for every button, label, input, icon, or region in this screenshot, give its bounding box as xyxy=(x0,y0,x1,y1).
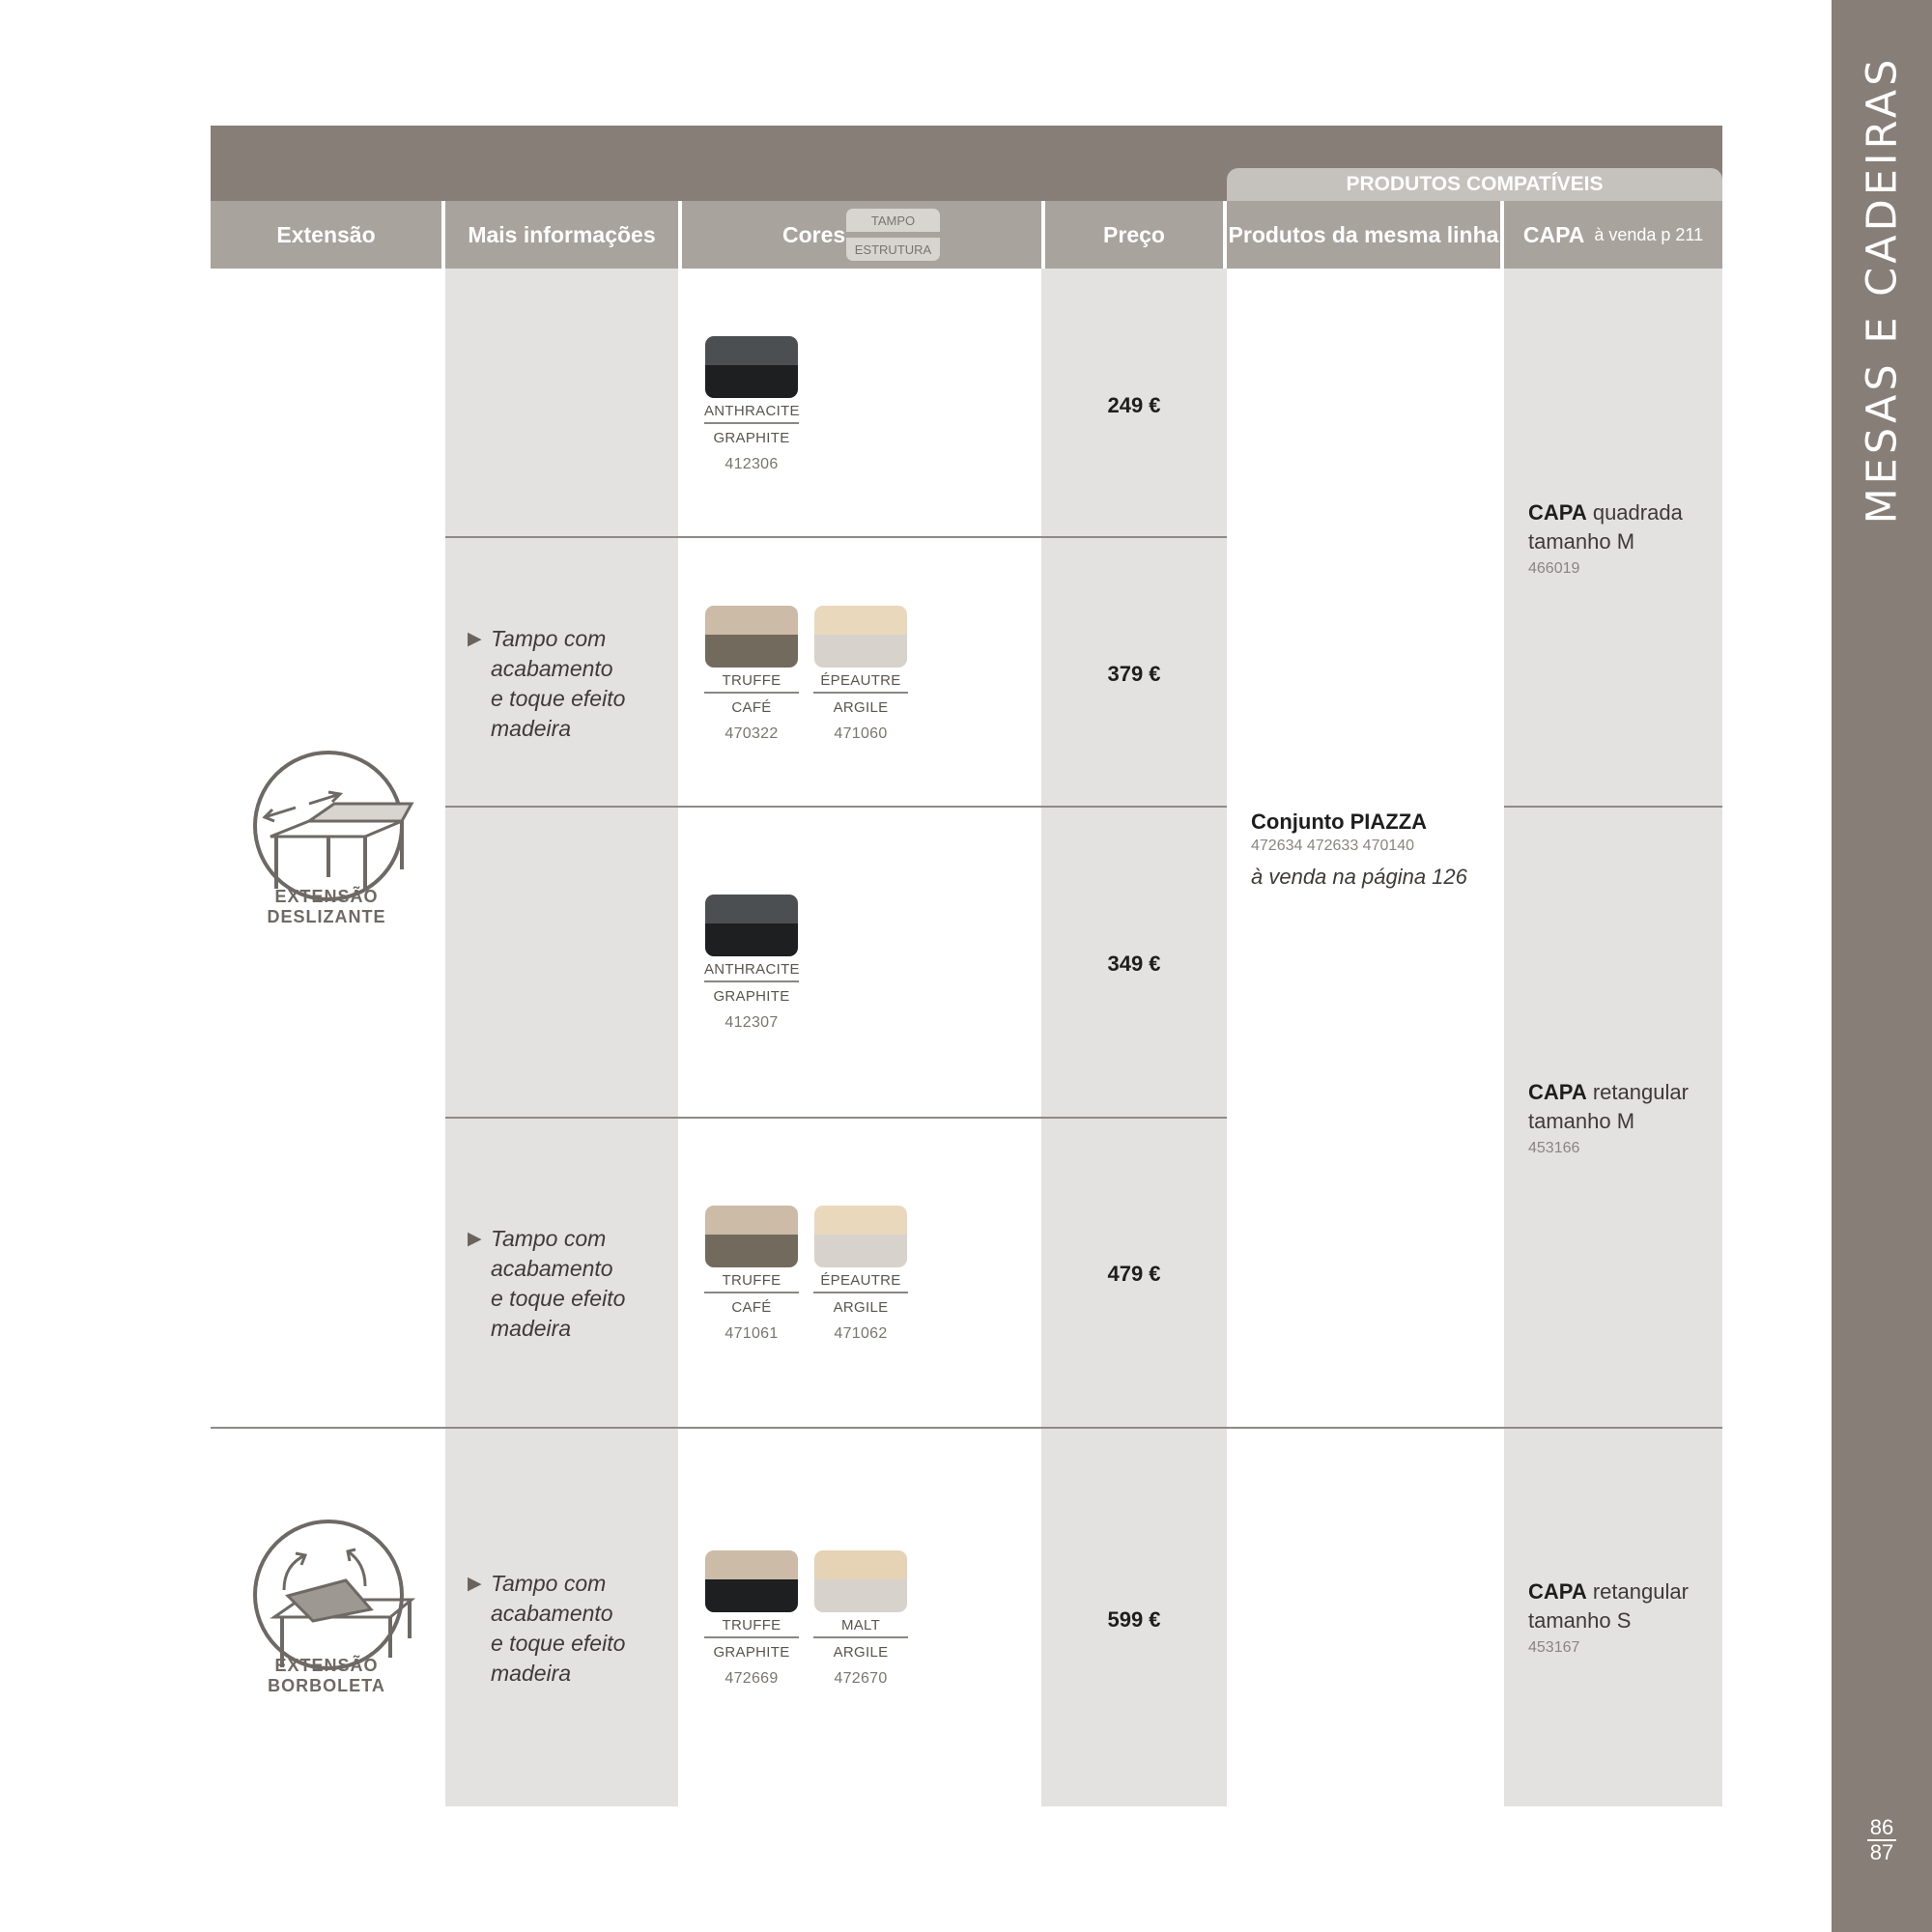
color-swatch xyxy=(814,1550,907,1612)
swatch-top xyxy=(705,336,798,365)
swatch-bottom xyxy=(705,635,798,668)
swatch-label: ÉPEAUTRE ARGILE 471060 xyxy=(813,672,908,743)
swatch-bottom xyxy=(814,1235,907,1267)
swatch-top xyxy=(814,606,907,635)
same-line-refs: 472634 472633 470140 xyxy=(1251,838,1415,854)
row-separator xyxy=(445,536,1227,538)
swatch-bottom xyxy=(705,923,798,956)
group-separator xyxy=(211,1427,1722,1429)
price: 249 € xyxy=(1107,393,1161,417)
page-number-right: 87 xyxy=(1869,1840,1894,1864)
swatch-label: ANTHRACITE GRAPHITE 412306 xyxy=(704,403,800,472)
swatch-top xyxy=(705,895,798,923)
color-swatch xyxy=(705,1550,798,1612)
play-arrow-icon: ▶ xyxy=(468,1229,482,1249)
color-swatch xyxy=(705,336,798,398)
swatch-top xyxy=(705,1206,798,1235)
capa-item: CAPA retangular tamanho S 453167 xyxy=(1528,1579,1689,1656)
swatch-bottom xyxy=(705,1579,798,1612)
swatch-bottom xyxy=(705,1235,798,1267)
capa-item: CAPA retangular tamanho M 453166 xyxy=(1528,1080,1689,1156)
swatch-label: TRUFFE CAFÉ 471061 xyxy=(704,1272,799,1343)
swatch-label: TRUFFE GRAPHITE 472669 xyxy=(704,1617,799,1688)
swatch-top xyxy=(705,1550,798,1579)
header-cores: Cores xyxy=(682,201,1041,269)
swatch-label: ÉPEAUTRE ARGILE 471062 xyxy=(813,1272,908,1343)
extension-borboleta xyxy=(220,1513,433,1725)
extension-label: EXTENSÃO DESLIZANTE xyxy=(267,887,386,926)
swatch-bottom xyxy=(814,635,907,668)
swatch-label: TRUFFE CAFÉ 470322 xyxy=(704,672,799,743)
swatch-bottom xyxy=(814,1579,907,1612)
same-line-title: Conjunto PIAZZA xyxy=(1251,810,1428,834)
header-extensao: Extensão xyxy=(211,201,441,269)
legend-tampo: TAMPO xyxy=(846,209,940,232)
header-capa: CAPA à venda p 211 xyxy=(1504,201,1722,269)
row-separator xyxy=(445,806,1227,808)
swatch-top xyxy=(814,1550,907,1579)
swatch-top xyxy=(814,1206,907,1235)
info-text: ▶ Tampo com acabamento e toque efeito madeira xyxy=(468,1571,626,1686)
color-swatch xyxy=(814,1206,907,1267)
extension-deslizante xyxy=(220,744,433,956)
same-line-note: à venda na página 126 xyxy=(1251,865,1467,889)
swatch-bottom xyxy=(705,365,798,398)
color-swatch xyxy=(814,606,907,668)
color-swatch xyxy=(705,895,798,956)
color-swatch xyxy=(705,606,798,668)
row-separator xyxy=(445,1117,1227,1119)
extension-label: EXTENSÃO BORBOLETA xyxy=(268,1656,385,1695)
header-mais-informacoes: Mais informações xyxy=(445,201,678,269)
price: 479 € xyxy=(1107,1262,1161,1286)
info-text: ▶ Tampo com acabamento e toque efeito madeira xyxy=(468,1226,626,1341)
swatch-label: MALT ARGILE 472670 xyxy=(813,1617,908,1688)
header-produtos-compativeis: PRODUTOS COMPATÍVEIS xyxy=(1227,168,1722,201)
color-swatch xyxy=(705,1206,798,1267)
play-arrow-icon: ▶ xyxy=(468,629,482,649)
price: 379 € xyxy=(1107,662,1161,686)
row-separator xyxy=(1504,806,1722,808)
price: 599 € xyxy=(1107,1607,1161,1632)
page-numbers xyxy=(1832,1816,1932,1864)
legend-estrutura: ESTRUTURA xyxy=(846,238,940,261)
page-number-left: 86 xyxy=(1867,1816,1896,1841)
info-text: ▶ Tampo com acabamento e toque efeito madeira xyxy=(468,626,626,741)
price: 349 € xyxy=(1107,952,1161,976)
swatch-label: ANTHRACITE GRAPHITE 412307 xyxy=(704,961,800,1031)
header-mesma-linha: Produtos da mesma linha xyxy=(1227,201,1500,269)
capa-item: CAPA quadrada tamanho M 466019 xyxy=(1528,500,1683,577)
play-arrow-icon: ▶ xyxy=(468,1574,482,1594)
same-line-product xyxy=(1251,810,1467,890)
column-preco xyxy=(1041,269,1227,1806)
header-preco: Preço xyxy=(1045,201,1223,269)
swatch-top xyxy=(705,606,798,635)
section-title: MESAS E CADEIRAS xyxy=(1858,55,1907,525)
